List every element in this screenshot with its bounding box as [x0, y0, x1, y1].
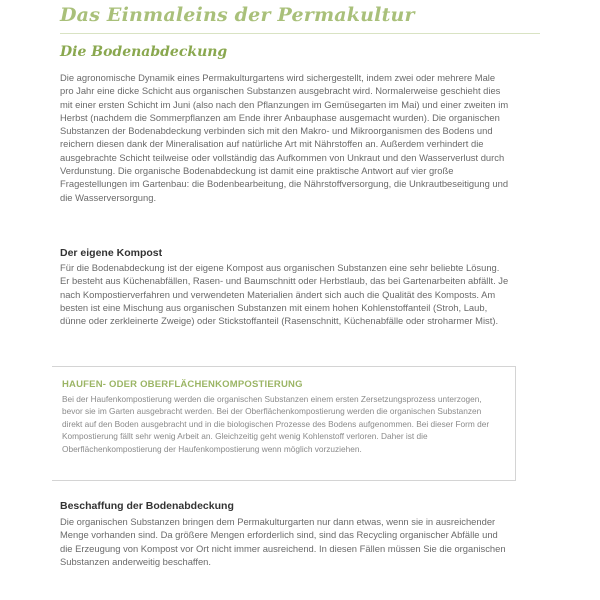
section-subtitle: Die Bodenabdeckung	[60, 44, 228, 60]
info-box-heading: HAUFEN- ODER OBERFLÄCHENKOMPOSTIERUNG	[62, 379, 303, 390]
page-title: Das Einmaleins der Permakultur	[60, 4, 415, 26]
compost-heading: Der eigene Kompost	[60, 247, 163, 259]
procurement-paragraph: Die organischen Substanzen bringen dem Permakulturgarten nur dann etwas, wenn sie in ausreichender Menge vorhanden sind. Da größere Mengen erforderlich sind, sind das Recycling organischer Abfälle und die Erzeugung von Kompost vor Ort nicht immer ausreichend. In diesen Fällen müssen Sie die organischen Substanzen anderweitig beschaffen.	[60, 516, 506, 567]
compost-paragraph: Für die Bodenabdeckung ist der eigene Kompost aus organischen Substanzen eine sehr beliebte Lösung. Er besteht aus Küchenabfällen, Rasen- und Baumschnitt oder Herbstlaub, das bei Gartenarbeiten abfällt. Je nach Kompostierverfahren und verwendeten Materialien ändert sich auch die Qualität des Komposts. Am besten ist eine Mischung aus organischen Substanzen mit einem hohen Kohlenstoffanteil (Stroh, Laub, dünne oder zerkleinerte Zweige) oder Stickstoffanteil (Rasenschnitt, Küchenabfälle oder stroharmer Mist).	[60, 262, 509, 327]
title-divider	[60, 33, 540, 34]
info-box-text: Bei der Haufenkompostierung werden die organischen Substanzen einem ersten Zersetzungsprozess unterzogen, bevor sie im Garten ausgebracht werden. Bei der Oberflächenkompostierung werden die organischen Substanzen direkt auf den Boden ausgebracht und in die biologischen Prozesse des Bodens aufgenommen. Bei dieser Form der Kompostierung fällt sehr wenig Arbeit an. Gleichzeitig geht wenig Kohlenstoff verloren. Daher ist die Oberflächenkompostierung der Haufenkompostierung wenn möglich vorzuziehen.	[62, 394, 490, 454]
procurement-heading: Beschaffung der Bodenabdeckung	[60, 500, 234, 512]
intro-paragraph: Die agronomische Dynamik eines Permakulturgartens wird sichergestellt, indem zwei oder mehrere Male pro Jahr eine dicke Schicht aus organischen Substanzen ausgebracht wird. Normalerweise geschieht dies mit einer ersten Schicht im Juni (also nach den Pflanzungen im Gemüsegarten im Mai) und einer zweiten im Herbst (nachdem die Sommerpflanzen am Ende ihrer Anbauphase ausgemacht wurden). Die organischen Substanzen der Bodenabdeckung verbinden sich mit den Makro- und Mikroorganismen des Bodens und reichern diesen dank der Mineralisation auf natürliche Art mit Nährstoffen an. Außerdem verhindert die ausgebrachte Schicht teilweise oder vollständig das Aufkommen von Unkraut und den Wasserverlust durch Verdunstung. Die organische Bodenabdeckung ist damit eine praktische Antwort auf vier große Fragestellungen im Gartenbau: die Bodenbearbeitung, die Nährstoffversorgung, die Unkrautbeseitigung und die Wasserversorgung.	[60, 72, 509, 203]
